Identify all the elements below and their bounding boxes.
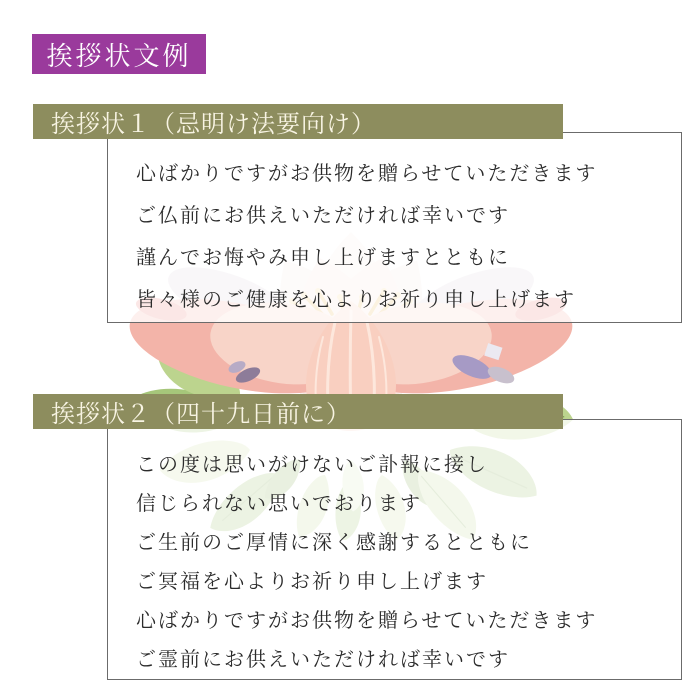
page-title: 挨拶状文例 bbox=[46, 41, 192, 71]
section-2-text-box bbox=[107, 419, 682, 680]
example-line: 信じられない思いでおります bbox=[136, 493, 422, 515]
section-2-heading-banner bbox=[33, 394, 563, 429]
section-1-heading: 挨拶状１（忌明け法要向け） bbox=[51, 112, 376, 138]
example-line: ご生前のご厚情に深く感謝するとともに bbox=[136, 532, 532, 554]
example-line: 心ばかりですがお供物を贈らせていただきます bbox=[136, 163, 598, 185]
example-line: ご冥福を心よりお祈り申し上げます bbox=[136, 571, 488, 593]
section-1-heading-banner bbox=[33, 104, 563, 139]
example-line: 皆々様のご健康を心よりお祈り申し上げます bbox=[136, 289, 576, 311]
example-line: 心ばかりですがお供物を贈らせていただきます bbox=[136, 610, 598, 632]
section-2-heading: 挨拶状２（四十九日前に） bbox=[51, 402, 351, 428]
section-1-text-box bbox=[107, 132, 682, 323]
example-line: ご仏前にお供えいただければ幸いです bbox=[136, 205, 510, 227]
example-line: この度は思いがけないご訃報に接し bbox=[136, 454, 488, 476]
example-line: ご霊前にお供えいただければ幸いです bbox=[136, 649, 510, 671]
page-title-box bbox=[32, 34, 206, 74]
example-line: 謹んでお悔やみ申し上げますとともに bbox=[136, 247, 510, 269]
